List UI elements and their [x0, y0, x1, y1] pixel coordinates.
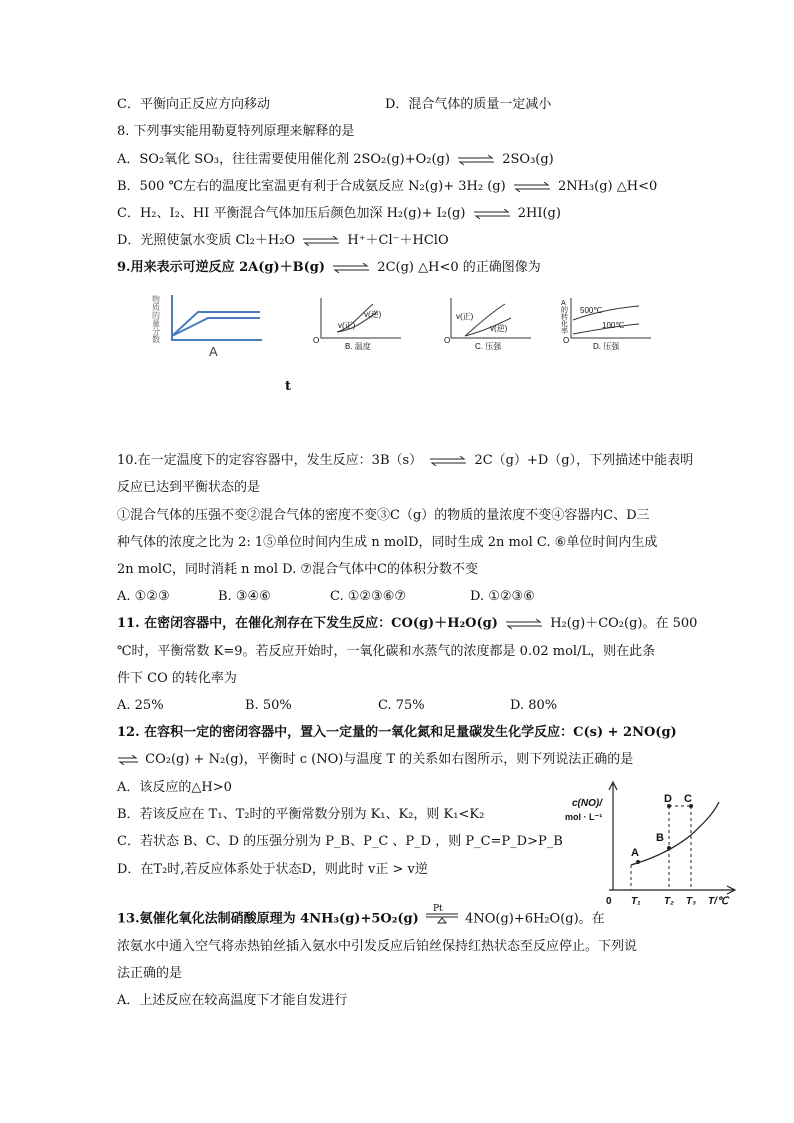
- equilibrium-arrow-icon: [301, 236, 341, 246]
- q8b-product: 2NH₃(g) △H<0: [557, 179, 658, 194]
- heat-equilibrium-arrow-icon: [425, 912, 459, 924]
- q13-stem-1: [117, 904, 605, 929]
- q10-stem-5: 2n molC，同时消耗 n mol D. ⑦混合气体中C的体积分数不变: [117, 562, 478, 577]
- point-b: [667, 846, 671, 850]
- q11-option-d: D. 80%: [510, 698, 558, 713]
- q11-option-c: C. 75%: [378, 698, 425, 713]
- q12-xtick-t1: T₁: [631, 896, 641, 907]
- q11-text: 11. 在密闭容器中，在催化剂存在下发生反应：CO(g)＋H₂O(g): [117, 616, 498, 631]
- q9-text-right: 2C(g) △H<0 的正确图像为: [377, 260, 541, 275]
- q13-stem-2: 浓氨水中通入空气将赤热铂丝插入氨水中引发反应后铂丝保持红热状态至反应停止。下列说: [117, 939, 638, 954]
- q9d-caption: D. 压强: [593, 342, 620, 351]
- q9-stem: [117, 259, 541, 277]
- q8d-product: H⁺＋Cl⁻＋HClO: [347, 233, 449, 248]
- q10-text: 10.在一定温度下的定容容器中，发生反应：3B（s）: [117, 453, 423, 468]
- q9c-bottom: v(逆): [490, 324, 508, 333]
- q12-origin: 0: [606, 896, 612, 907]
- q13-stem-3: 法正确的是: [117, 966, 183, 981]
- q9c-origin: O: [444, 336, 451, 345]
- q12-stem-1: 12. 在容积一定的密闭容器中，置入一定量的一氧化氮和足量碳发生化学反应：C(s) + 2NO(g): [117, 725, 677, 740]
- q9-text: 9.用来表示可逆反应 2A(g)＋B(g): [117, 260, 326, 275]
- q10-text-right: 2C（g）+D（g），下列描述中能表明: [474, 453, 694, 468]
- q8c-product: 2HI(g): [517, 206, 561, 221]
- equilibrium-arrow-icon: [117, 755, 139, 765]
- q12-option-b: B．若该反应在 T₁、T₂时的平衡常数分别为 K₁、K₂，则 K₁<K₂: [117, 807, 485, 822]
- q10-option-a: A. ①②③: [117, 589, 170, 604]
- q12-text: CO₂(g) + N₂(g)，平衡时 c (NO)与温度 T 的关系如右图所示，则下列说法正确的是: [145, 752, 634, 767]
- q13-catalyst: Pt: [432, 904, 443, 914]
- q9d-500: 500℃: [580, 306, 603, 315]
- q9a-y-label: 物质的量分数: [152, 295, 160, 344]
- q9-graph-a: [150, 290, 265, 360]
- q8-stem: 8. 下列事实能用勒夏特列原理来解释的是: [117, 124, 355, 139]
- q10-stem-4: 种气体的浓度之比为 2: 1⑤单位时间内生成 n molD，同时生成 2n mol C. ⑥单位时间内生成: [117, 535, 658, 550]
- q8-option-a: [117, 151, 554, 169]
- q12-curve: [631, 802, 719, 865]
- q13-condition: [423, 904, 461, 928]
- q11-stem-3: 件下 CO 的转化率为: [117, 671, 237, 686]
- q8-option-c: [117, 205, 561, 223]
- equilibrium-arrow-icon: [504, 619, 544, 629]
- q12-label-d: D: [664, 793, 672, 805]
- q8d-text: D．光照使氯水变质 Cl₂＋H₂O: [117, 233, 296, 248]
- q12-xunit: T/℃: [708, 896, 729, 907]
- q11-option-a: A. 25%: [117, 698, 164, 713]
- q9a-label: A: [209, 344, 218, 359]
- q9b-bottom: v(正): [338, 321, 356, 330]
- q9b-caption: B. 温度: [345, 342, 371, 351]
- q7-option-d: D．混合气体的质量一定减小: [385, 97, 552, 112]
- q9d-y-label: A的转化率: [561, 300, 568, 335]
- q12-option-d: D．在T₂时,若反应体系处于状态D，则此时 v正 > v逆: [117, 862, 428, 877]
- equilibrium-arrow-icon: [512, 182, 552, 192]
- point-a: [636, 860, 640, 864]
- q10-option-c: C. ①②③⑥⑦: [330, 589, 407, 604]
- q9-t-label: t: [285, 379, 292, 394]
- q10-stem-3: ①混合气体的压强不变②混合气体的密度不变③C（g）的物质的量浓度不变④容器内C、D三: [117, 508, 650, 523]
- q12-graph: [605, 780, 740, 895]
- q10-stem-2: 反应已达到平衡状态的是: [117, 480, 261, 495]
- q12-option-c: C．若状态 B、C、D 的压强分别为 P_B、P_C 、P_D ，则 P_C=P_D>P_B: [117, 834, 563, 849]
- q8a-product: 2SO₃(g): [502, 152, 554, 167]
- q12-option-a: A．该反应的△H>0: [117, 780, 232, 795]
- equilibrium-arrow-icon: [331, 263, 371, 273]
- q12-ylabel-1: c(NO)/: [572, 798, 602, 809]
- q12-ylabel-2: mol · L⁻¹: [565, 812, 603, 822]
- q12-label-a: A: [631, 847, 639, 859]
- q12-label-c: C: [684, 793, 692, 805]
- equilibrium-arrow-icon: [472, 209, 512, 219]
- q12-xtick-t2: T₂: [664, 896, 674, 907]
- q8-option-d: [117, 232, 449, 250]
- q11-stem-1: [117, 615, 697, 633]
- q9c-caption: C. 压强: [475, 342, 502, 351]
- q9d-100: 100℃: [602, 321, 625, 330]
- equilibrium-arrow-icon: [428, 456, 468, 466]
- q8b-text: B．500 ℃左右的温度比室温更有利于合成氨反应 N₂(g)+ 3H₂ (g): [117, 179, 506, 194]
- q13-text: 13.氨催化氧化法制硝酸原理为 4NH₃(g)+5O₂(g): [117, 911, 419, 927]
- q11-text-right: H₂(g)＋CO₂(g)。在 500: [550, 616, 698, 631]
- equilibrium-arrow-icon: [456, 155, 496, 165]
- q13-text-right: 4NO(g)+6H₂O(g)。在: [465, 911, 605, 927]
- q8c-text: C．H₂、I₂、HI 平衡混合气体加压后颜色加深 H₂(g)+ I₂(g): [117, 206, 466, 221]
- q13-option-a: A．上述反应在较高温度下才能自发进行: [117, 993, 348, 1008]
- q12-stem-2: [117, 751, 633, 769]
- q12-label-b: B: [656, 832, 664, 844]
- q10-option-d: D. ①②③⑥: [470, 589, 535, 604]
- q10-option-b: B. ③④⑥: [218, 589, 271, 604]
- q11-option-b: B. 50%: [245, 698, 292, 713]
- q12-xtick-t3: T₃: [686, 896, 696, 907]
- q8-option-b: [117, 178, 657, 196]
- q9-graph-b: [315, 296, 405, 346]
- q10-stem-1: [117, 452, 693, 470]
- q11-stem-2: ℃时，平衡常数 K=9。若反应开始时，一氧化碳和水蒸气的浓度都是 0.02 mol/L，则在此条: [117, 644, 656, 659]
- q9c-top: v(正): [456, 312, 474, 321]
- q9b-top: v(逆): [364, 310, 382, 319]
- q9b-origin: O: [313, 336, 320, 345]
- q7-option-c: C．平衡向正反应方向移动: [117, 97, 270, 112]
- q9d-origin: O: [563, 336, 570, 345]
- q8a-text: A．SO₂氧化 SO₃，往往需要使用催化剂 2SO₂(g)+O₂(g): [117, 152, 450, 167]
